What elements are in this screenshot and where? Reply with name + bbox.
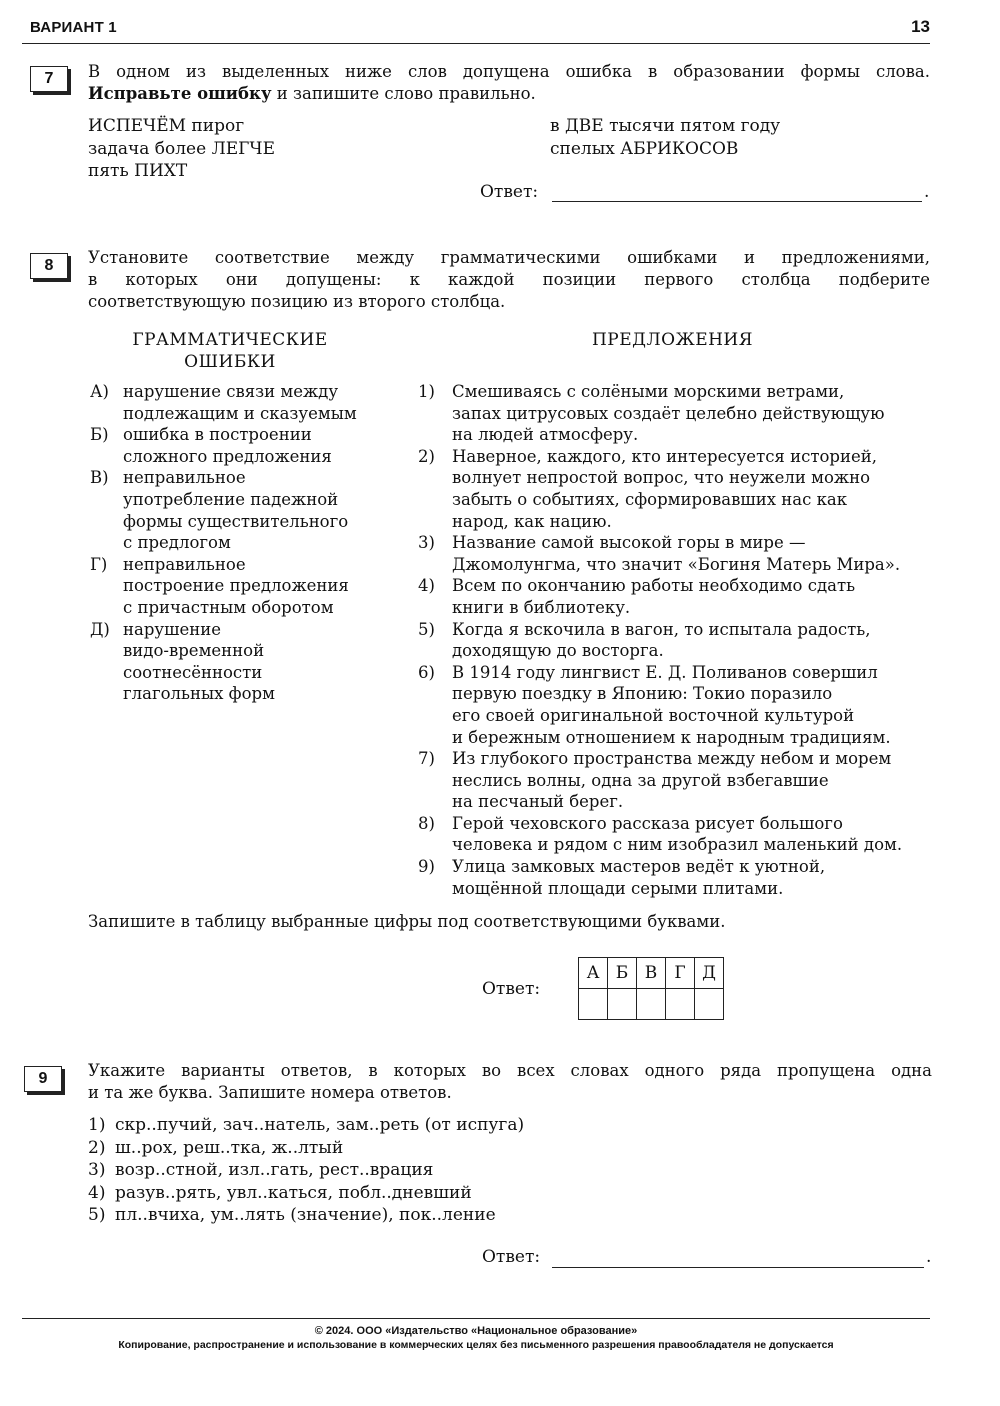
sentences-marker: 5): [418, 619, 435, 639]
sentences-marker: 6): [418, 662, 435, 682]
footer-copyright: © 2024. ООО «Издательство «Национальное образование»: [314, 1325, 638, 1337]
sentences-line: Название самой высокой горы в мире —: [452, 533, 806, 553]
task-7-answer-label: Ответ:: [480, 182, 539, 202]
errors-line: соотнесённости: [123, 662, 263, 682]
sentences-item: [418, 856, 938, 899]
answer-letter-cell: В: [637, 958, 666, 989]
errors-line: неправильное: [123, 554, 246, 574]
sentences-line: и бережным отношением к народным традициям.: [452, 727, 891, 747]
errors-line: с предлогом: [123, 533, 231, 553]
sentences-line: мощённой площади серыми плитами.: [452, 878, 784, 898]
task-9-answer-field[interactable]: [552, 1267, 924, 1268]
sentences-marker: 7): [418, 749, 435, 769]
errors-line: ошибка в построении: [123, 425, 312, 445]
task-9-options: [88, 1114, 688, 1227]
task-9-option: [88, 1204, 688, 1227]
errors-line: глагольных форм: [123, 684, 275, 704]
errors-item: [90, 424, 390, 467]
errors-marker: В): [90, 468, 109, 488]
task-8-answer-label: Ответ:: [482, 979, 541, 999]
answer-input-cell[interactable]: [608, 989, 637, 1020]
task-8-instruction-line-2: в которых они допущены: к каждой позиции первого столбца подберите: [88, 270, 930, 289]
task-9-option-number: 3): [88, 1160, 106, 1180]
task-7-number-box: 7: [30, 66, 68, 92]
task-9-option: [88, 1114, 688, 1137]
answer-letter-cell: Г: [666, 958, 695, 989]
sentences-item: [418, 575, 938, 618]
errors-line: употребление падежной: [123, 489, 339, 509]
answer-input-cell[interactable]: [637, 989, 666, 1020]
sentences-line: доходящую до восторга.: [452, 641, 664, 661]
sentences-item: [418, 619, 938, 662]
task-9-option: [88, 1137, 688, 1160]
sentences-item: [418, 532, 938, 575]
task-9-option-number: 1): [88, 1115, 106, 1135]
sentences-marker: 9): [418, 857, 435, 877]
task-9-option: [88, 1159, 688, 1182]
errors-line: нарушение: [123, 619, 221, 639]
sentences-line: человека и рядом с ним изобразил маленький дом.: [452, 835, 903, 855]
task-9-option-text: разув..рять, увл..каться, побл..дневший: [115, 1182, 472, 1203]
sentences-line: книги в библиотеку.: [452, 597, 631, 617]
task-9-instruction-line-2: и та же буква. Запишите номера ответов.: [88, 1083, 452, 1102]
answer-input-cell[interactable]: [666, 989, 695, 1020]
sentences-item: [418, 446, 938, 532]
task-9-option-number: 4): [88, 1182, 106, 1203]
answer-letter-cell: Б: [608, 958, 637, 989]
task-7-word-3: пять ПИХТ: [88, 161, 188, 181]
sentences-line: Всем по окончанию работы необходимо сдать: [452, 576, 856, 596]
answer-letter-cell: Д: [695, 958, 724, 989]
sentences-line: первую поездку в Японию: Токио поразило: [452, 684, 833, 704]
errors-line: построение предложения: [123, 576, 349, 596]
errors-marker: А): [90, 382, 109, 401]
task-9-number-box: 9: [24, 1066, 62, 1092]
task-8-instruction-line-1: Установите соответствие между грамматическими ошибками и предложениями,: [88, 248, 930, 267]
task-7-word-5: спелых АБРИКОСОВ: [550, 139, 739, 159]
sentences-marker: 2): [418, 446, 435, 466]
answer-letter-cell: А: [579, 958, 608, 989]
errors-marker: Г): [90, 554, 108, 574]
task-9-answer-label: Ответ:: [482, 1247, 541, 1267]
task-7-instruction-line-1: В одном из выделенных ниже слов допущена ошибка в образовании формы слова.: [88, 62, 930, 81]
sentences-line: Улица замковых мастеров ведёт к уютной,: [452, 857, 826, 877]
sentences-marker: 8): [418, 813, 435, 833]
errors-line: видо-временной: [123, 641, 265, 661]
variant-label: ВАРИАНТ 1: [30, 19, 117, 36]
task-7-word-2: задача более ЛЕГЧЕ: [88, 139, 275, 159]
answer-input-cell[interactable]: [579, 989, 608, 1020]
task-8-table-instruction: Запишите в таблицу выбранные цифры под соответствующими буквами.: [88, 912, 726, 931]
page-number: 13: [911, 17, 930, 36]
sentences-marker: 3): [418, 533, 435, 553]
task-9-option-number: 5): [88, 1205, 106, 1225]
errors-marker: Б): [90, 425, 109, 445]
sentences-line: волнует непростой вопрос, что неужели можно: [452, 468, 871, 488]
sentences-line: на песчаный берег.: [452, 792, 624, 812]
sentences-marker: 4): [418, 576, 435, 596]
sentences-line: Из глубокого пространства между небом и морем: [452, 749, 892, 769]
sentences-item: [418, 748, 938, 813]
answer-input-cell[interactable]: [695, 989, 724, 1020]
sentences-line: Наверное, каждого, кто интересуется историей,: [452, 446, 877, 466]
task-7-answer-field[interactable]: [552, 201, 922, 202]
header-rule: [22, 43, 930, 44]
sentences-item: [418, 662, 938, 748]
task-8-number-box: 8: [30, 253, 68, 279]
task-9-option: [88, 1182, 688, 1205]
sentences-item: [418, 813, 938, 856]
errors-item: [90, 381, 390, 424]
sentences-line: В 1914 году лингвист Е. Д. Поливанов совершил: [452, 662, 878, 682]
errors-list: [90, 381, 390, 705]
task-8-instruction-line-3: соответствующую позицию из второго столбца.: [88, 292, 506, 311]
sentences-line: забыть о событиях, сформировавших нас как: [452, 489, 848, 509]
task-7-word-1: ИСПЕЧЁМ пирог: [88, 116, 245, 136]
task-7-answer-end: .: [924, 182, 930, 202]
sentences-line: на людей атмосферу.: [452, 425, 639, 445]
task-9-option-text: пл..вчиха, ум..лять (значение), пок..ление: [115, 1205, 496, 1225]
errors-item: [90, 467, 390, 553]
sentences-line: Герой чеховского рассказа рисует большого: [452, 813, 843, 833]
sentences-line: народ, как нацию.: [452, 511, 612, 531]
task-7-instruction-rest: и запишите слово правильно.: [271, 84, 536, 103]
sentences-column-header: ПРЕДЛОЖЕНИЯ: [591, 330, 753, 350]
task-9-option-text: возр..стной, изл..гать, рест..врация: [115, 1160, 434, 1180]
errors-line: с причастным оборотом: [123, 597, 334, 617]
task-9-option-text: скр..пучий, зач..натель, зам..реть (от испуга): [115, 1115, 525, 1135]
errors-line: сложного предложения: [123, 446, 332, 466]
footer-rule: [22, 1318, 930, 1319]
errors-line: формы существительного: [123, 511, 349, 531]
sentences-line: Смешиваясь с солёными морскими ветрами,: [452, 382, 845, 401]
sentences-line: его своей оригинальной восточной культурой: [452, 705, 855, 725]
sentences-line: Джомолунгма, что значит «Богиня Матерь Мира».: [452, 554, 901, 574]
task-9-option-text: ш..рох, реш..тка, ж..лтый: [115, 1137, 344, 1158]
sentences-marker: 1): [418, 382, 435, 401]
errors-item: [90, 619, 390, 705]
sentences-item: [418, 381, 938, 446]
errors-item: [90, 554, 390, 619]
footer-notice: Копирование, распространение и использование в коммерческих целях без письменного разрешения правообладателя не допускается: [118, 1339, 834, 1351]
task-7-instruction-bold: Исправьте ошибку: [88, 84, 272, 103]
errors-column-header: ГРАММАТИЧЕСКИЕ ОШИБКИ: [132, 330, 328, 372]
errors-line: неправильное: [123, 468, 246, 488]
task-9-option-number: 2): [88, 1137, 106, 1158]
task-7-word-4: в ДВЕ тысячи пятом году: [550, 116, 781, 136]
errors-marker: Д): [90, 619, 110, 639]
task-9-instruction-line-1: Укажите варианты ответов, в которых во всех словах одного ряда пропущена одна: [88, 1061, 932, 1080]
task-8-answer-table: [578, 957, 724, 1020]
task-9-answer-end: .: [926, 1247, 932, 1267]
sentences-list: [418, 381, 938, 899]
sentences-line: запах цитрусовых создаёт целебно действующую: [452, 403, 885, 423]
errors-line: подлежащим и сказуемым: [123, 403, 357, 423]
sentences-line: неслись волны, одна за другой взбегавшие: [452, 770, 829, 790]
task-7-instruction-line-2: [88, 83, 930, 105]
sentences-line: Когда я вскочила в вагон, то испытала радость,: [452, 619, 871, 639]
errors-line: нарушение связи между: [123, 382, 339, 401]
